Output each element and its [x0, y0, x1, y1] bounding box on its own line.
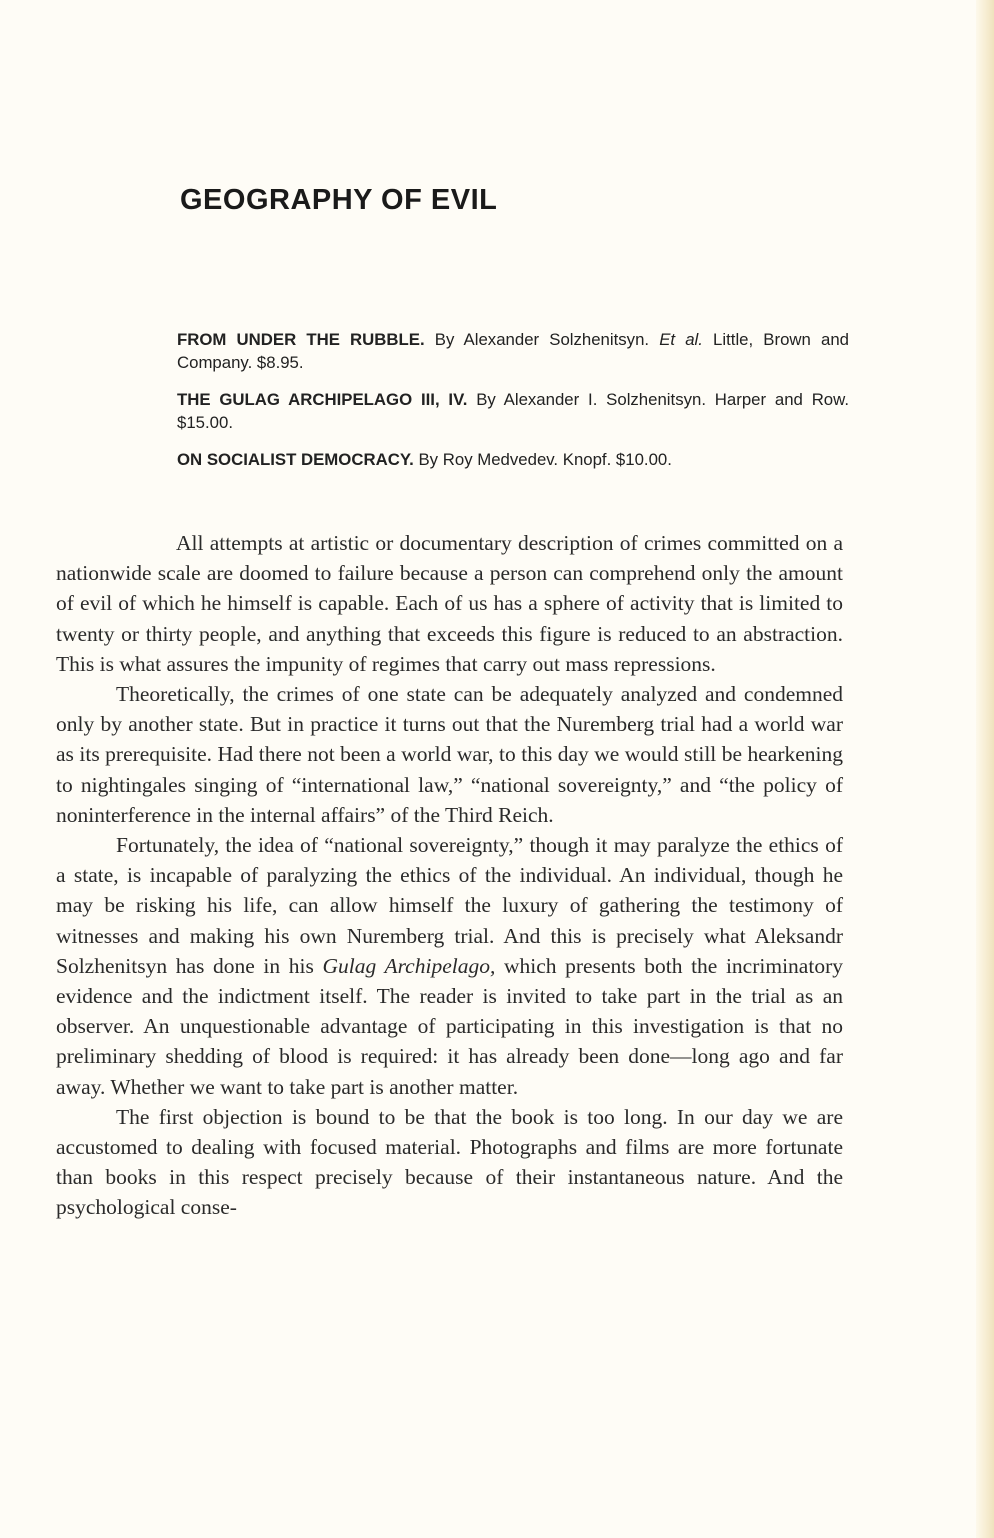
page-title: GEOGRAPHY OF EVIL — [180, 184, 498, 216]
book-references — [177, 328, 849, 485]
page-edge — [976, 0, 994, 1538]
book-details-italic: Et al. — [659, 330, 703, 349]
book-details: By Roy Medvedev. Knopf. $10.00. — [413, 450, 672, 469]
article-body — [56, 528, 843, 1223]
book-title: ON SOCIALIST DEMOCRACY. — [177, 450, 414, 469]
book-title: FROM UNDER THE RUBBLE. — [177, 330, 425, 349]
book-title: THE GULAG ARCHIPELAGO III, IV. — [177, 390, 468, 409]
paragraph-text: The first objection is bound to be that the book is too long. In our day we are accustomed to dealing with focused material. Photographs and films are more fortunate than books in this respect precisely because of their instantaneous nature. And the psychological conse- — [56, 1104, 843, 1220]
paragraph-text: which presents both the incriminatory evidence and the indictment itself. The reader is invited to take part in the trial as an observer. An unquestionable advantage of participating in this investigation is that no preliminary shedding of blood is required: it has already been done—long ago and far away. Whether we want to take part is another matter. — [56, 953, 843, 1099]
paragraph-text: All attempts at artistic or documentary description of crimes committed on a nationwide scale are doomed to failure because a person can comprehend only the amount of evil of which he himself is capable. Each of us has a sphere of activity that is limited to twenty or thirty people, and anything that exceeds this figure is reduced to an abstraction. This is what assures the impunity of regimes that carry out mass repressions. — [56, 531, 843, 676]
paragraph-text: Fortunately, the idea of “national sovereignty,” though it may paralyze the ethics of a state, is incapable of paralyzing the ethics of the individual. An individual, though he may be risking his life, can allow himself the luxury of gathering the testimony of witnesses and making his own Nuremberg trial. And this is precisely what Aleksandr Solzhenitsyn has done in his — [56, 833, 843, 978]
paragraph — [56, 528, 843, 679]
paragraph — [56, 679, 843, 830]
book-title-italic: Gulag Archipelago, — [322, 953, 496, 978]
book-reference — [177, 328, 849, 374]
paragraph-text: Theoretically, the crimes of one state can be adequately analyzed and condemned only by another state. But in practice it turns out that the Nuremberg trial had a world war as its prerequisite. Had there not been a world war, to this day we would still be hearkening to nightingales singing of “international law,” “national sovereignty,” and “the policy of noninterference in the internal affairs” of the Third Reich. — [56, 682, 843, 827]
book-details: By Alexander I. Solzhenitsyn. Harper and Row. $15.00. — [177, 390, 849, 432]
book-reference — [177, 388, 849, 434]
paragraph — [56, 1102, 843, 1223]
book-details: Little, Brown and Company. $8.95. — [177, 330, 849, 372]
book-details: By Alexander Solzhenitsyn. — [424, 330, 660, 349]
book-reference — [177, 448, 849, 471]
paragraph — [56, 830, 843, 1102]
